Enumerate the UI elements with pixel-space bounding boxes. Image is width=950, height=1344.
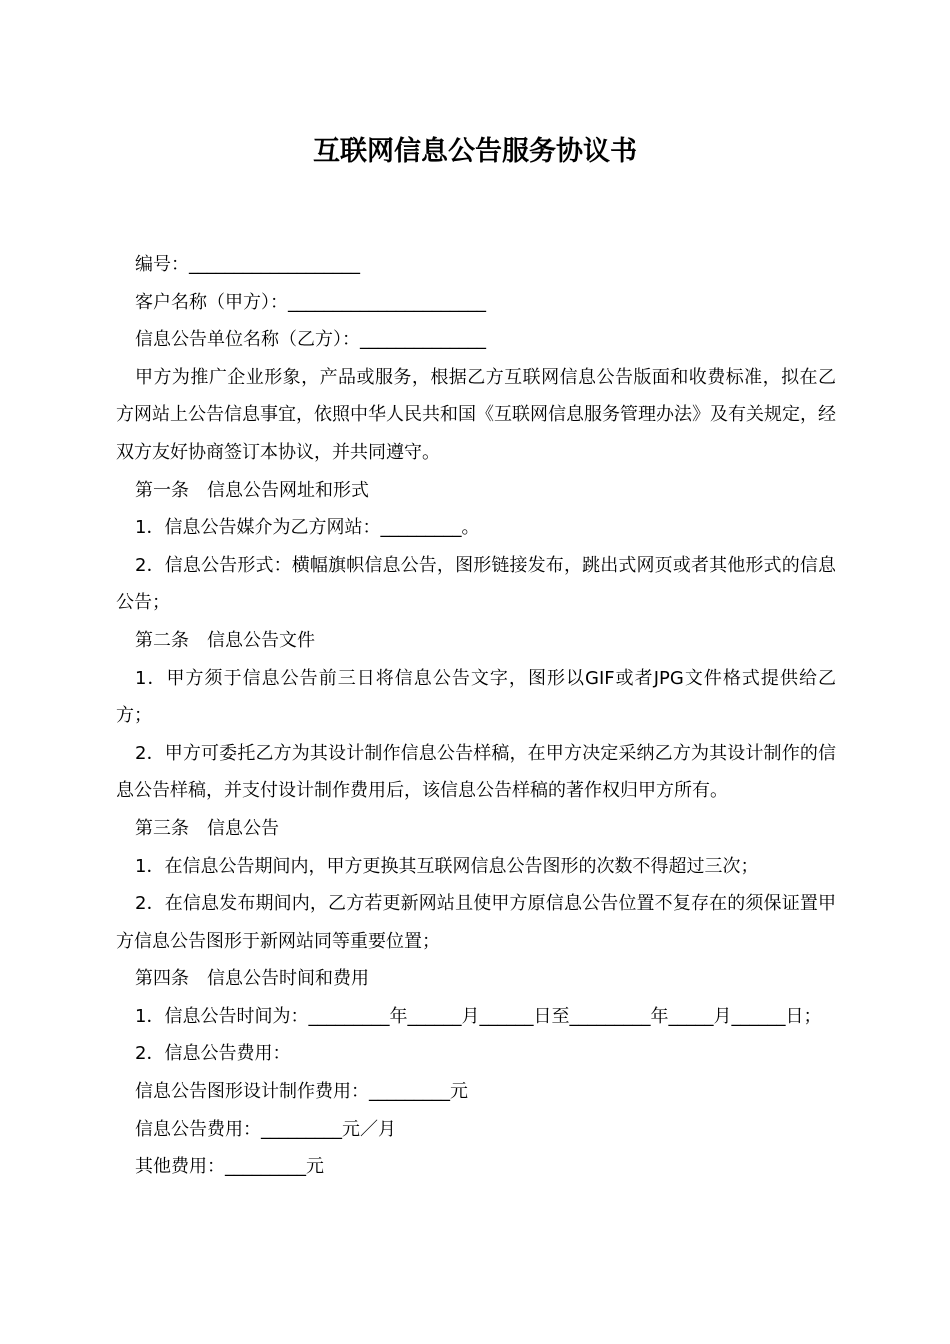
article-clause: 1．甲方须于信息公告前三日将信息公告文字，图形以GIF或者JPG文件格式提供给乙方；	[116, 667, 836, 727]
article-heading: 第三条 信息公告	[135, 817, 279, 839]
field-publisher: 信息公告单位名称（乙方）：______________	[135, 329, 486, 351]
document-title: 互联网信息公告服务协议书	[313, 136, 637, 167]
article-clause: 1．信息公告时间为：_________年______月______日至_________年_____月______日；	[135, 1005, 822, 1027]
article-clause: 2．信息公告形式：横幅旗帜信息公告，图形链接发布，跳出式网页或者其他形式的信息公告；	[116, 554, 836, 614]
field-number: 编号：___________________	[135, 254, 360, 275]
field-client: 客户名称（甲方）：______________________	[135, 291, 486, 313]
article-clause: 2．甲方可委托乙方为其设计制作信息公告样稿，在甲方决定采纳乙方为其设计制作的信息公告样稿，并支付设计制作费用后，该信息公告样稿的著作权归甲方所有。	[116, 742, 836, 802]
preamble-paragraph: 甲方为推广企业形象，产品或服务，根据乙方互联网信息公告版面和收费标准，拟在乙方网站上公告信息事宜，依照中华人民共和国《互联网信息服务管理办法》及有关规定，经双方友好协商签订本协议，并共同遵守。	[116, 366, 836, 463]
fee-line: 信息公告费用：_________元／月	[135, 1118, 396, 1140]
article-clause: 2．信息公告费用：	[135, 1043, 291, 1065]
article-heading: 第一条 信息公告网址和形式	[135, 479, 369, 501]
document-body	[116, 246, 836, 1186]
article-clause: 2．在信息发布期间内，乙方若更新网站且使甲方原信息公告位置不复存在的须保证置甲方信息公告图形于新网站同等重要位置；	[116, 893, 836, 952]
article-clause: 1．在信息公告期间内，甲方更换其互联网信息公告图形的次数不得超过三次；	[135, 855, 759, 877]
fee-line: 其他费用：_________元	[135, 1156, 324, 1178]
article-clause: 1．信息公告媒介为乙方网站：_________。	[135, 517, 480, 539]
fee-line: 信息公告图形设计制作费用：_________元	[135, 1081, 468, 1103]
article-heading: 第二条 信息公告文件	[135, 629, 315, 651]
article-heading: 第四条 信息公告时间和费用	[135, 968, 369, 990]
